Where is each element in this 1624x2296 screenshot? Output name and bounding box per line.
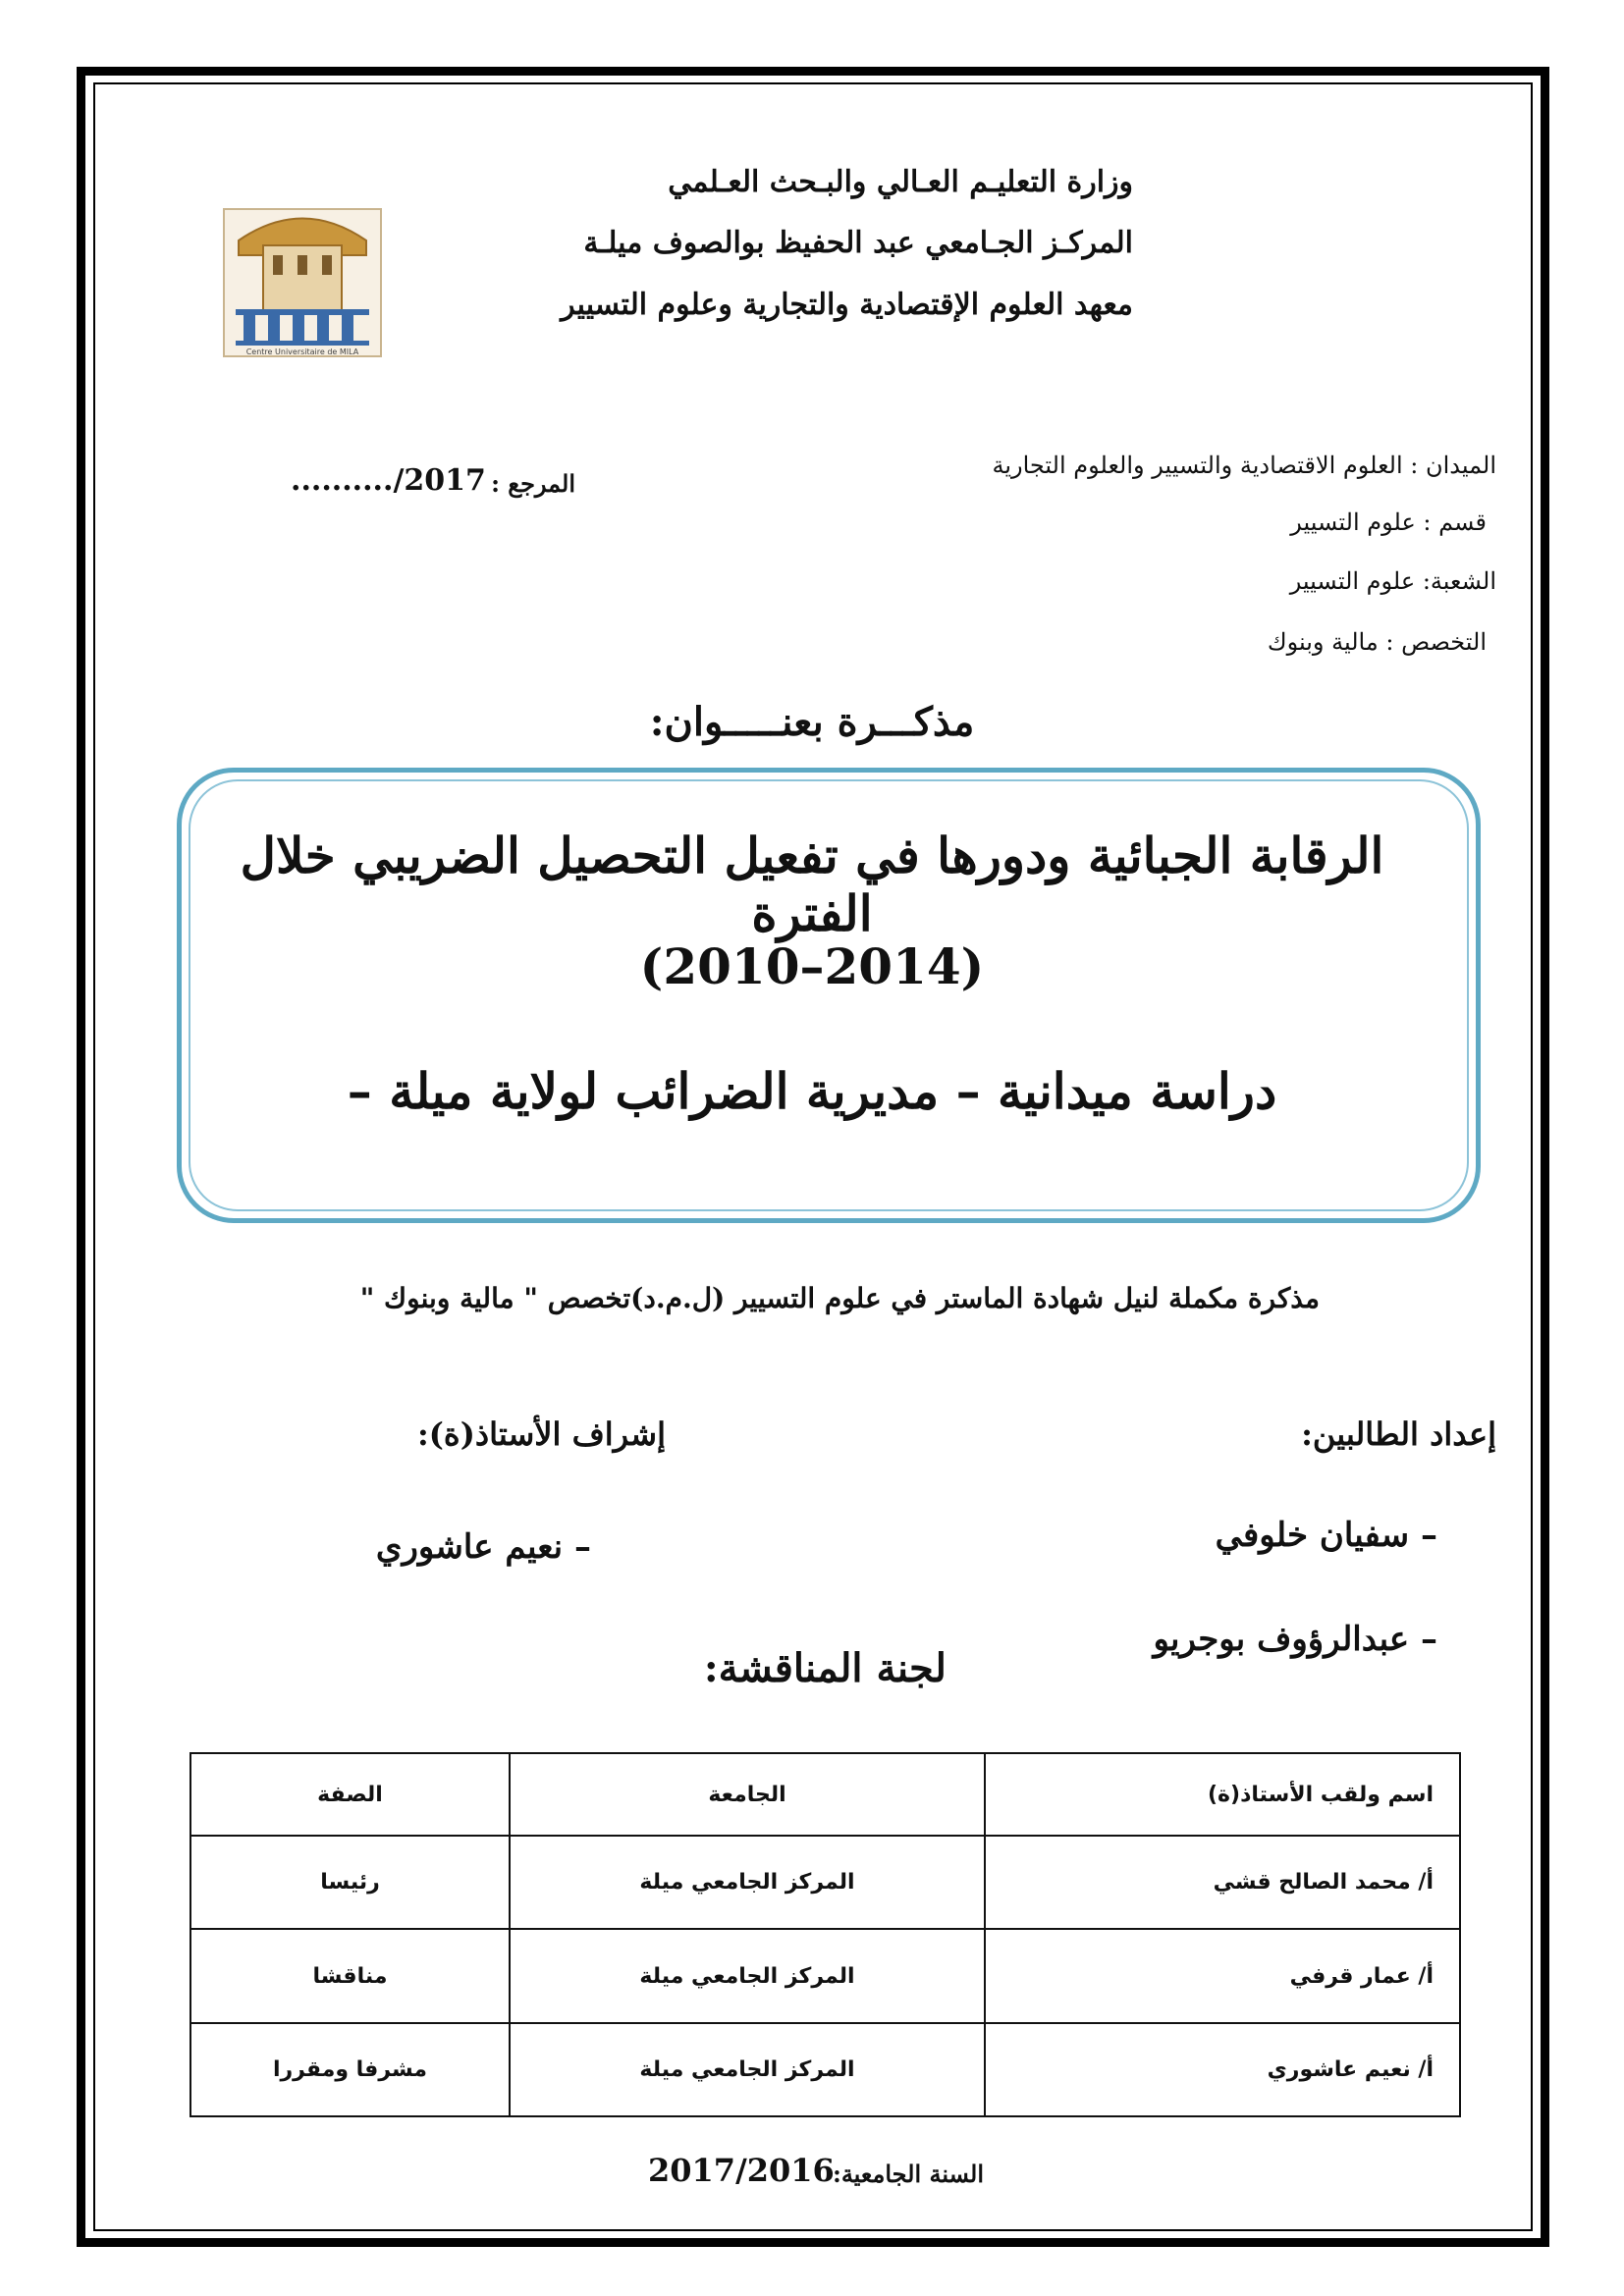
department-line: قسم : علوم التسيير: [1290, 508, 1487, 536]
member-role: مشرفا ومقررا: [190, 2023, 510, 2116]
degree-statement: مذكرة مكملة لنيل شهادة الماستر في علوم التسيير (ل.م.د)تخصص " مالية وبنوك ": [359, 1282, 1320, 1314]
page-border-inner-right: [1531, 82, 1533, 2231]
member-name: أ/ نعيم عاشوري: [985, 2023, 1460, 2116]
thesis-title-period: (2010–2014): [639, 937, 985, 995]
committee-table: [189, 1752, 1461, 2117]
reference-value: ........../2017: [291, 463, 486, 498]
page-border-inner-bottom: [93, 2229, 1533, 2231]
member-university: المركز الجامعي ميلة: [510, 1836, 985, 1929]
table-row: [190, 1836, 1460, 1929]
student-name-1: – سفيان خلوفي: [1215, 1516, 1437, 1555]
thesis-title-line-1: الرقابة الجبائية ودورها في تفعيل التحصيل الضريبي خلال الفترة: [240, 827, 1384, 942]
member-university: المركز الجامعي ميلة: [510, 1929, 985, 2022]
member-university: المركز الجامعي ميلة: [510, 2023, 985, 2116]
page-border-left: [77, 67, 85, 2247]
page-border-inner-left: [93, 82, 95, 2231]
reference-label: المرجع :: [491, 469, 575, 498]
member-role: مناقشا: [190, 1929, 510, 2022]
academic-year-label: السنة الجامعية:: [832, 2160, 984, 2188]
specialty-line: التخصص : مالية وبنوك: [1267, 628, 1487, 656]
table-row: [190, 1929, 1460, 2022]
ministry-name: وزارة التعليـم العـالي والبـحث العـلمي: [668, 165, 1133, 199]
supervisor-name: – نعيم عاشوري: [375, 1527, 591, 1567]
member-name: أ/ عمار قرفي: [985, 1929, 1460, 2022]
page-border-right: [1541, 67, 1549, 2247]
column-header-name: اسم ولقب الأستاذ(ة): [985, 1753, 1460, 1836]
student-name-2: – عبدالرؤوف بوجريو: [1153, 1620, 1437, 1659]
supervisor-label: إشراف الأستاذ(ة):: [416, 1415, 666, 1453]
committee-table-header: [190, 1753, 1460, 1836]
institute-name: معهد العلوم الإقتصادية والتجارية وعلوم التسيير: [561, 288, 1133, 322]
page-border-inner-top: [93, 82, 1533, 84]
academic-year-value: 2017/2016: [648, 2152, 835, 2189]
logo-caption: Centre Universitaire de MILA: [245, 347, 359, 356]
thesis-title-subtitle: دراسة ميدانية – مديرية الضرائب لولاية ميلة –: [347, 1062, 1277, 1120]
field-line: الميدان : العلوم الاقتصادية والتسيير والعلوم التجارية: [992, 452, 1496, 479]
column-header-university: الجامعة: [510, 1753, 985, 1836]
committee-heading: لجنة المناقشة:: [703, 1645, 947, 1691]
page-border-bottom: [77, 2238, 1549, 2247]
member-role: رئيسا: [190, 1836, 510, 1929]
member-name: أ/ محمد الصالح قشي: [985, 1836, 1460, 1929]
memo-heading: مذكـــرة بعنـــــوان:: [649, 699, 975, 745]
students-label: إعداد الطالبين:: [1301, 1415, 1496, 1453]
table-row: [190, 2023, 1460, 2116]
university-name: المركـز الجـامعي عبد الحفيظ بوالصوف ميلـة: [583, 226, 1133, 260]
page-border-top: [77, 67, 1549, 76]
column-header-role: الصفة: [190, 1753, 510, 1836]
branch-line: الشعبة: علوم التسيير: [1289, 567, 1496, 595]
